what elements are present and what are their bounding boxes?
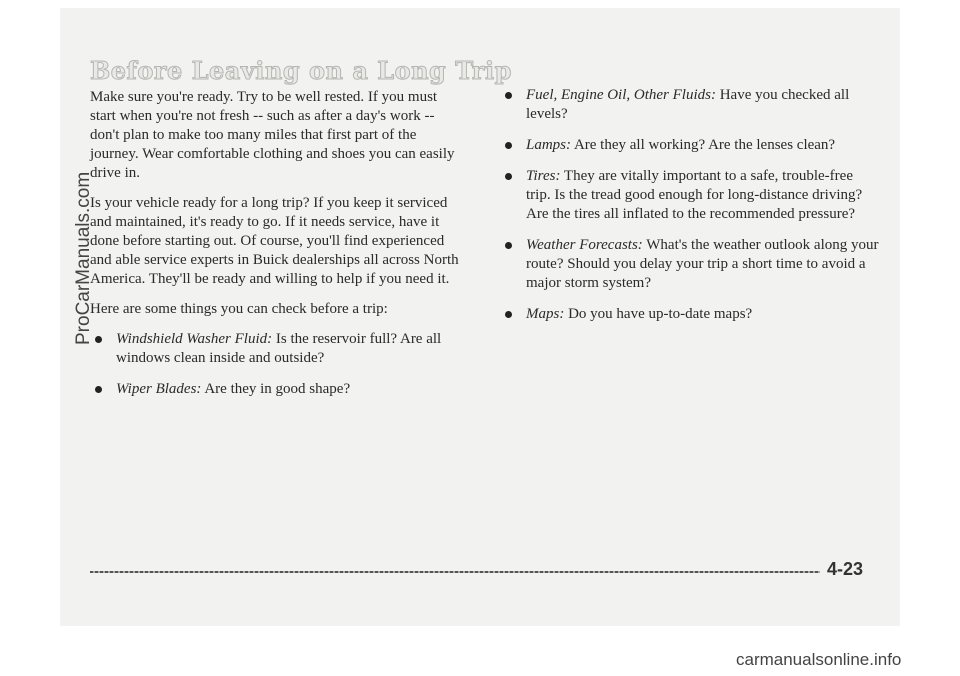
watermark-carmanualsonline: carmanualsonline.info [736, 650, 902, 669]
item-text: They are vitally important to a safe, trouble-free trip. Is the tread good enough for long-distance driving? Are the tires all inflated to the recommended pressure? [526, 168, 863, 222]
bullet-icon [505, 173, 512, 180]
right-checklist [500, 86, 880, 324]
item-text: Are they in good shape? [201, 381, 351, 397]
left-checklist [90, 330, 460, 399]
page-number: 4-23 [827, 559, 864, 579]
bullet-icon [505, 92, 512, 99]
item-text: What's the weather outlook along your route? Should you delay your trip a short time to avoid a major storm system? [526, 237, 879, 291]
list-item [500, 167, 880, 224]
vehicle-ready-paragraph: Is your vehicle ready for a long trip? If you keep it serviced and maintained, it's ready to go. If it needs service, have it done before starting out. Of course, you'll find experienced and able service experts in Buick dealerships all across North America. They'll be ready and willing to help if you need it. [90, 195, 459, 287]
item-text: Are they all working? Are the lenses clean? [571, 137, 836, 153]
intro-paragraph: Make sure you're ready. Try to be well rested. If you must start when you're not fresh -- such as after a day's work -- don't plan to make too many miles that first part of the journey. Wear comfortable clothing and shoes you can easily drive in. [90, 89, 455, 181]
section-heading: Before Leaving on a Long Trip [90, 56, 512, 85]
item-term: Wiper Blades: [116, 381, 202, 397]
footer-rule [90, 571, 820, 573]
left-column [90, 52, 460, 411]
list-item [500, 86, 880, 124]
checklist-intro: Here are some things you can check before a trip: [90, 301, 388, 317]
bullet-icon [505, 311, 512, 318]
item-term: Maps: [526, 306, 565, 322]
bullet-icon [505, 142, 512, 149]
watermark-procarmanuals: ProCarManuals.com [73, 171, 94, 345]
item-term: Weather Forecasts: [526, 237, 643, 253]
list-item [90, 380, 460, 399]
list-item [500, 305, 880, 324]
bullet-icon [95, 386, 102, 393]
bullet-icon [505, 242, 512, 249]
item-text: Have you checked all levels? [526, 87, 850, 122]
bullet-icon [95, 336, 102, 343]
list-item [90, 330, 460, 368]
item-term: Lamps: [526, 137, 572, 153]
item-term: Fuel, Engine Oil, Other Fluids: [526, 87, 716, 103]
list-item [500, 136, 880, 155]
item-text: Do you have up-to-date maps? [564, 306, 753, 322]
item-term: Windshield Washer Fluid: [116, 331, 273, 347]
item-term: Tires: [526, 168, 561, 184]
item-text: Is the reservoir full? Are all windows clean inside and outside? [116, 331, 442, 366]
list-item [500, 236, 880, 293]
right-column [500, 86, 880, 336]
